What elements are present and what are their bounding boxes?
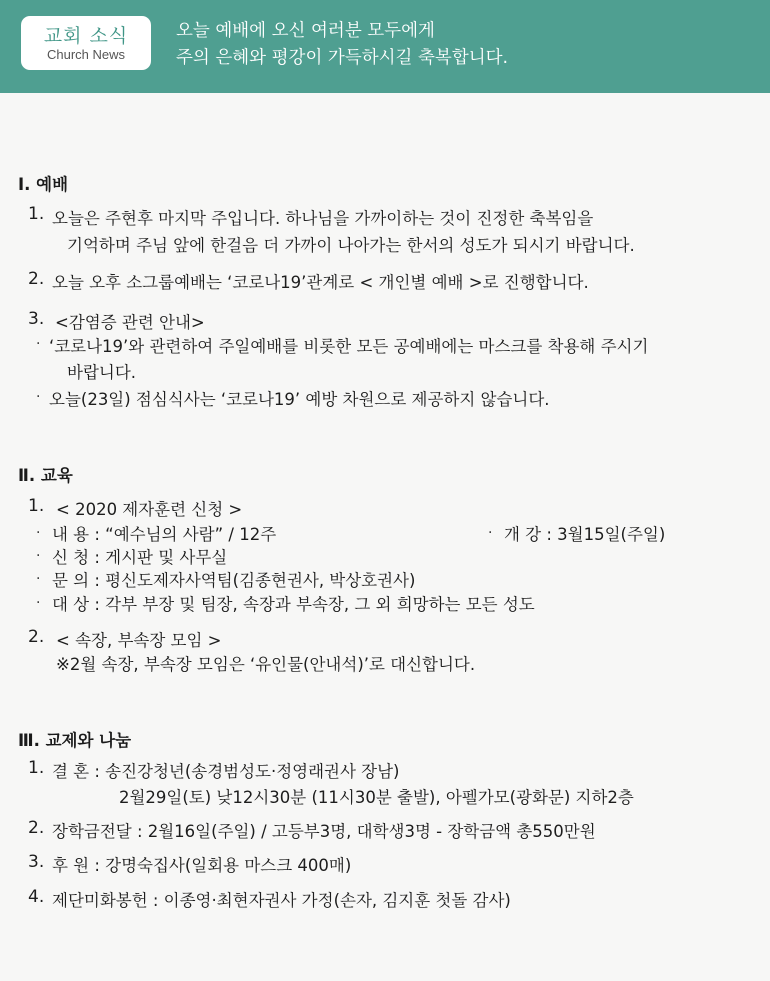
training-inquiry: 문 의 : 평신도제자사역팀(김종현권사, 박상호권사) [52, 571, 416, 590]
education-item-1-number: 1. [28, 496, 45, 516]
training-target: 대 상 : 각부 부장 및 팀장, 속장과 부속장, 그 외 희망하는 모든 성도 [52, 595, 535, 614]
training-apply: 신 청 : 게시판 및 사무실 [52, 548, 228, 567]
bullet: · [488, 525, 493, 541]
worship-item-3-bullet-1-line-2: 바랍니다. [67, 363, 137, 382]
education-item-2-note: ※2월 속장, 부속장 모임은 ‘유인물(안내석)’로 대신합니다. [56, 655, 476, 674]
worship-item-1-number: 1. [28, 204, 45, 224]
bullet: · [36, 571, 41, 587]
worship-item-3-number: 3. [28, 309, 45, 329]
worship-item-3-title: <감염증 관련 안내> [55, 313, 205, 332]
fellowship-item-1-line-2: 2월29일(토) 낮12시30분 (11시30분 출발), 아펠가모(광화문) 지하2층 [119, 788, 634, 807]
greeting-line-2: 주의 은혜와 평강이 가득하시길 축복합니다. [176, 48, 509, 68]
fellowship-item-3-line-1: 후 원 : 강명숙집사(일회용 마스크 400매) [52, 856, 352, 875]
fellowship-item-2-number: 2. [28, 818, 45, 838]
worship-item-3-bullet-1-line-1: ‘코로나19’와 관련하여 주일예배를 비롯한 모든 공예배에는 마스크를 착용해 주시기 [49, 337, 649, 356]
bullet: · [36, 525, 41, 541]
fellowship-item-4-number: 4. [28, 887, 45, 907]
education-item-2-number: 2. [28, 627, 45, 647]
education-item-2-title: < 속장, 부속장 모임 > [56, 631, 222, 650]
greeting-line-1: 오늘 예배에 오신 여러분 모두에게 [176, 21, 435, 41]
bullet: · [36, 548, 41, 564]
worship-item-2-line-1: 오늘 오후 소그룹예배는 ‘코로나19’관계로 < 개인별 예배 >로 진행합니다. [52, 273, 589, 292]
worship-item-3-bullet-2: 오늘(23일) 점심식사는 ‘코로나19’ 예방 차원으로 제공하지 않습니다. [49, 390, 550, 409]
bullet: · [36, 595, 41, 611]
church-news-badge [21, 16, 151, 70]
worship-item-1-line-1: 오늘은 주현후 마지막 주입니다. 하나님을 가까이하는 것이 진정한 축복임을 [52, 209, 594, 228]
badge-title: 교회 소식 [43, 25, 129, 47]
worship-item-2-number: 2. [28, 269, 45, 289]
bullet: · [36, 389, 41, 405]
fellowship-item-2-line-1: 장학금전달 : 2월16일(주일) / 고등부3명, 대학생3명 - 장학금액 총550만원 [52, 822, 596, 841]
fellowship-item-1-line-1: 결 혼 : 송진강청년(송경범성도·정영래권사 장남) [52, 762, 400, 781]
training-opening-date: 개 강 : 3월15일(주일) [504, 525, 666, 544]
training-content: 내 용 : “예수님의 사람” / 12주 [52, 525, 277, 544]
section-title-education: Ⅱ. 교육 [18, 466, 73, 485]
education-item-1-title: < 2020 제자훈련 신청 > [56, 500, 243, 519]
section-title-worship: Ⅰ. 예배 [18, 175, 69, 194]
badge-subtitle: Church News [46, 47, 126, 62]
fellowship-item-1-number: 1. [28, 758, 45, 778]
header-banner [0, 0, 770, 93]
worship-item-1-line-2: 기억하며 주님 앞에 한걸음 더 가까이 나아가는 한서의 성도가 되시기 바랍니다. [67, 236, 635, 255]
fellowship-item-4-line-1: 제단미화봉헌 : 이종영·최현자권사 가정(손자, 김지훈 첫돌 감사) [52, 891, 511, 910]
fellowship-item-3-number: 3. [28, 852, 45, 872]
bullet: · [36, 336, 41, 352]
section-title-fellowship: Ⅲ. 교제와 나눔 [18, 731, 132, 750]
